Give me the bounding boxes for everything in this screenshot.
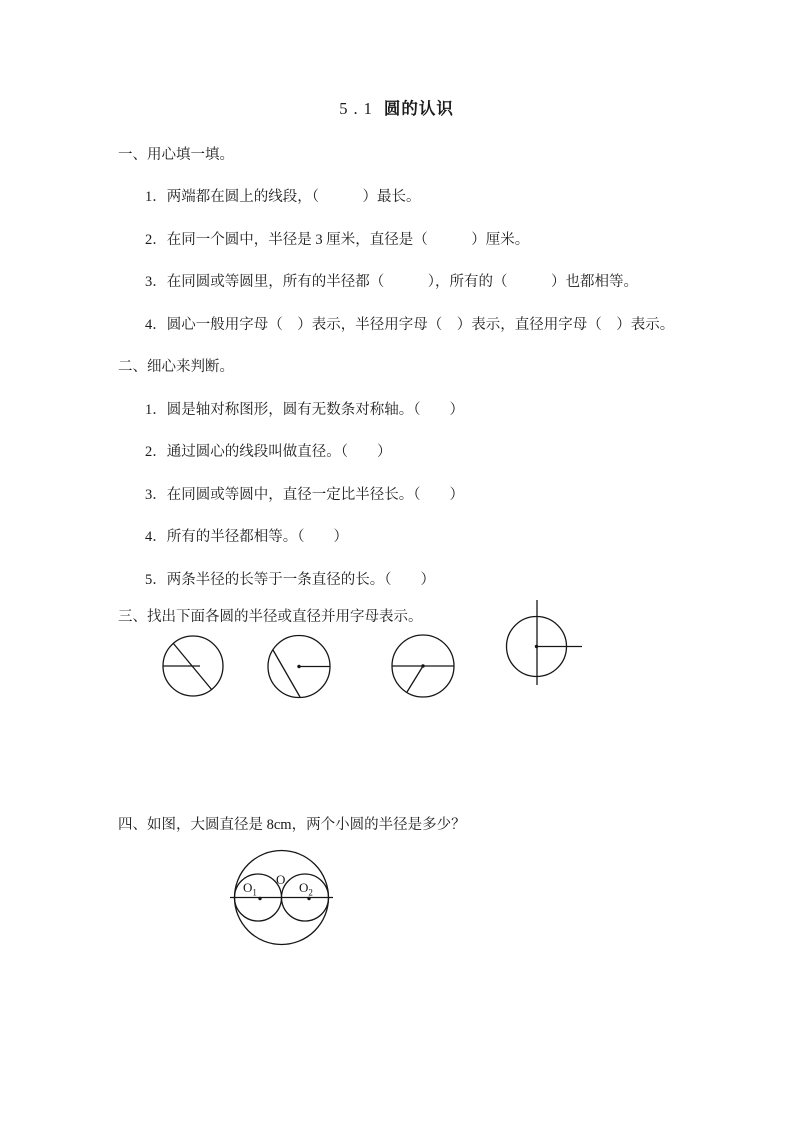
figure4-label-o2: $O_2$ xyxy=(299,880,313,898)
section1-item-3: 3．在同圆或等圆里，所有的半径都（ ），所有的（ ）也都相等。 xyxy=(145,274,638,290)
section2-heading: 二、细心来判断。 xyxy=(118,359,234,375)
section2-item-2: 2．通过圆心的线段叫做直径。（ ） xyxy=(145,444,392,460)
section1-item-4: 4．圆心一般用字母（ ）表示，半径用字母（ ）表示，直径用字母（ ）表示。 xyxy=(145,317,675,333)
section1-heading: 一、用心填一填。 xyxy=(118,147,234,163)
section4-heading: 四、如图，大圆直径是 8cm，两个小圆的半径是多少？ xyxy=(118,817,466,833)
section2-item-5: 5．两条半径的长等于一条直径的长。（ ） xyxy=(145,572,435,588)
page-title xyxy=(0,97,793,121)
section2-item-4: 4．所有的半径都相等。（ ） xyxy=(145,529,348,545)
section3-circles-figure xyxy=(150,593,590,708)
figure4-label-o: O xyxy=(276,872,286,887)
section2-item-3: 3．在同圆或等圆中，直径一定比半径长。（ ） xyxy=(145,487,464,503)
section3-heading: 三、找出下面各圆的半径或直径并用字母表示。 xyxy=(118,609,423,625)
section4-tangent-circles-figure xyxy=(225,843,355,958)
circle-4-center-dot xyxy=(535,645,538,648)
figure4-label-o1: $O_1$ xyxy=(243,880,257,898)
circle-2-center-dot xyxy=(297,665,300,668)
circle-3-radius-line xyxy=(407,666,423,692)
title-number: 5.1 xyxy=(339,99,378,118)
section1-item-2: 2．在同一个圆中，半径是 3 厘米，直径是（ ）厘米。 xyxy=(145,232,530,248)
section1-item-1: 1．两端都在圆上的线段，（ ）最长。 xyxy=(145,189,421,205)
circle-2-chord-line xyxy=(273,650,300,697)
circle-3-center-dot xyxy=(421,664,424,667)
section2-item-1: 1．圆是轴对称图形，圆有无数条对称轴。（ ） xyxy=(145,402,464,418)
title-text: 圆的认识 xyxy=(383,99,454,118)
figure4-center-dot-left xyxy=(258,897,261,900)
